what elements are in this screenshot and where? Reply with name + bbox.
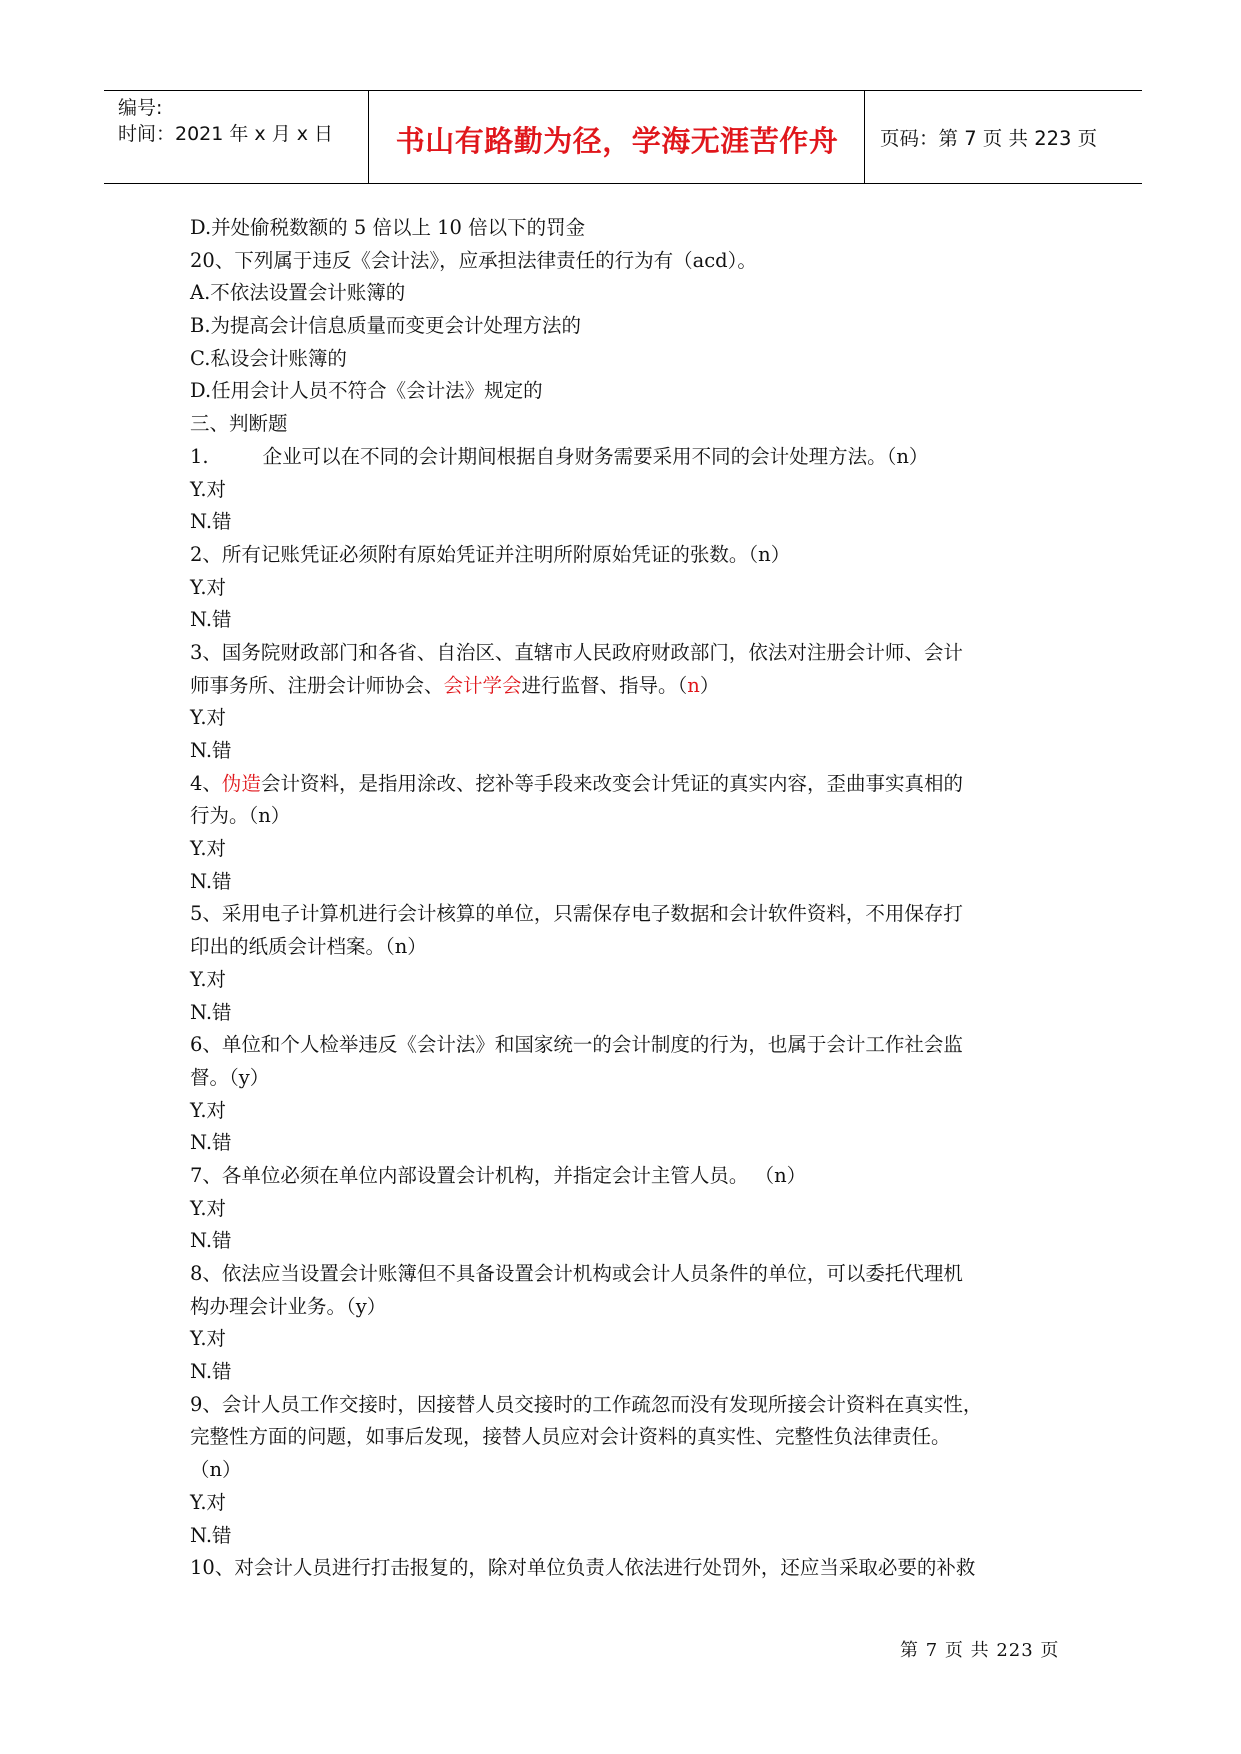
question-line-continued: 督。（y） [190, 1065, 270, 1089]
answer-false-option: N.错 [190, 1360, 232, 1384]
question-line [190, 441, 1070, 474]
question-line-continued: 印出的纸质会计档案。（n） [190, 935, 427, 959]
option-line: A.不依法设置会计账簿的 [190, 281, 406, 305]
answer-false-option: N.错 [190, 510, 232, 534]
answer-true-option: Y.对 [190, 477, 227, 501]
question-line: 8、依法应当设置会计账簿但不具备设置会计机构或会计人员条件的单位，可以委托代理机 [190, 1262, 963, 1285]
answer-true-option: Y.对 [190, 1196, 227, 1220]
answer-false-option: N.错 [190, 608, 232, 632]
header-page-cell [866, 91, 1142, 183]
option-line: D.并处偷税数额的 5 倍以上 10 倍以下的罚金 [190, 216, 586, 239]
question-text: 进行监督、指导。（ [521, 673, 688, 697]
question-line: 9、会计人员工作交接时，因接替人员交接时的工作疏忽而没有发现所接会计资料在真实性， [190, 1392, 983, 1416]
page-footer: 第 7 页 共 223 页 [900, 1640, 1060, 1661]
question-text: 师事务所、注册会计师协会、 [190, 673, 444, 697]
answer-true-option: Y.对 [190, 575, 227, 599]
question-line-continued: 行为。（n） [190, 804, 291, 828]
question-line: 20、下列属于违反《会计法》，应承担法律责任的行为有（acd）。 [190, 248, 757, 272]
question-line-continued: 构办理会计业务。（y） [190, 1294, 387, 1318]
highlighted-term: 会计学会 [443, 673, 522, 697]
highlighted-term: 伪造 [221, 771, 261, 795]
question-line-continued: 完整性方面的问题，如事后发现，接替人员应对会计资料的真实性、完整性负法律责任。 [190, 1425, 951, 1449]
question-number: 4、 [190, 771, 222, 795]
question-line: 5、采用电子计算机进行会计核算的单位，只需保存电子数据和会计软件资料，不用保存打 [190, 902, 963, 926]
answer-false-option: N.错 [190, 1523, 232, 1547]
document-body [190, 212, 1070, 1585]
answer-false-option: N.错 [190, 1131, 232, 1155]
header-page-info: 页码：第 7 页 共 223 页 [880, 127, 1098, 150]
answer-true-option: Y.对 [190, 1327, 227, 1351]
question-text: ） [699, 673, 720, 697]
highlighted-answer: n [687, 673, 700, 697]
answer-true-option: Y.对 [190, 1490, 227, 1514]
option-line: C.私设会计账簿的 [190, 346, 347, 370]
answer-true-option: Y.对 [190, 837, 227, 861]
question-text: 企业可以在不同的会计期间根据自身财务需要采用不同的会计处理方法。（n） [262, 444, 929, 468]
document-number-label: 编号: [118, 97, 163, 119]
header-meta-cell [104, 91, 369, 183]
answer-true-option: Y.对 [190, 706, 227, 730]
question-number: 1. [190, 444, 209, 468]
question-line-continued [190, 670, 1070, 703]
question-line: 10、对会计人员进行打击报复的，除对单位负责人依法进行处罚外，还应当采取必要的补救 [190, 1556, 976, 1580]
answer-false-option: N.错 [190, 1229, 232, 1253]
question-text: 会计资料，是指用涂改、挖补等手段来改变会计凭证的真实内容，歪曲事实真相的 [260, 771, 963, 795]
answer-false-option: N.错 [190, 739, 232, 762]
section-heading: 三、判断题 [190, 412, 288, 436]
header-motto-cell [370, 91, 865, 183]
question-line: 6、单位和个人检举违反《会计法》和国家统一的会计制度的行为，也属于会计工作社会监 [190, 1033, 963, 1057]
answer-true-option: Y.对 [190, 1098, 227, 1122]
answer-true-option: Y.对 [190, 967, 227, 991]
answer-false-option: N.错 [190, 869, 232, 893]
header-motto: 书山有路勤为径，学海无涯苦作舟 [395, 124, 839, 158]
document-time-label: 时间：2021 年 x 月 x 日 [118, 123, 334, 145]
answer-false-option: N.错 [190, 1000, 232, 1024]
question-line: 2、所有记账凭证必须附有原始凭证并注明所附原始凭证的张数。（n） [190, 542, 791, 566]
question-line [190, 768, 1070, 801]
option-line: B.为提高会计信息质量而变更会计处理方法的 [190, 314, 582, 338]
page-header [104, 90, 1142, 184]
question-line: 7、各单位必须在单位内部设置会计机构，并指定会计主管人员。 （n） [190, 1163, 807, 1187]
option-line: D.任用会计人员不符合《会计法》规定的 [190, 379, 543, 403]
question-line: 3、国务院财政部门和各省、自治区、直辖市人民政府财政部门，依法对注册会计师、会计 [190, 640, 963, 664]
question-line-continued: （n） [190, 1458, 242, 1482]
